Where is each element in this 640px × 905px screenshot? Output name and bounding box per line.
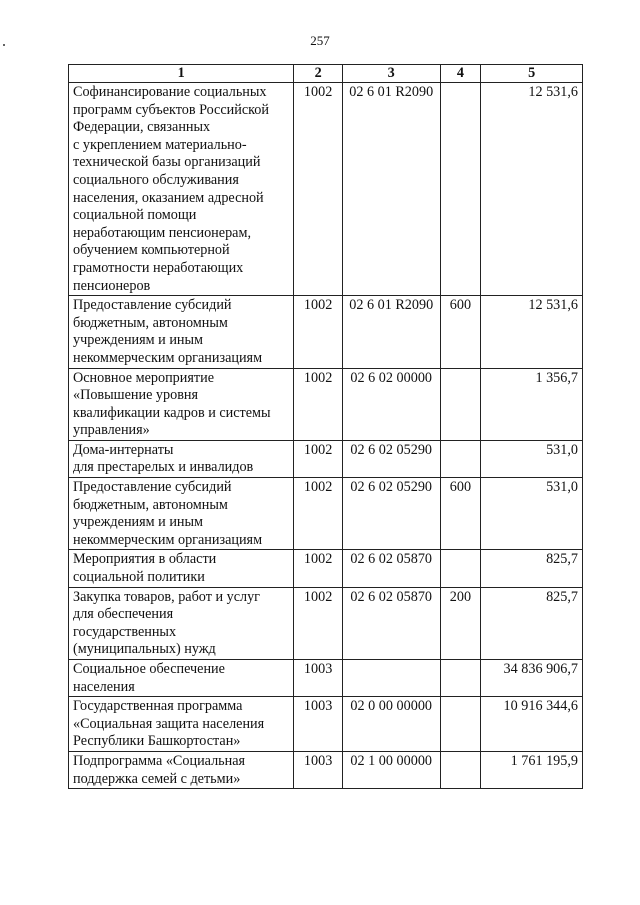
name-line: (муниципальных) нужд	[73, 641, 216, 658]
name-line: поддержка семей с детьми»	[73, 770, 241, 787]
cell-expense-type	[440, 368, 481, 440]
name-line: управления»	[73, 422, 150, 439]
table-row	[69, 296, 583, 368]
cell-name	[69, 587, 294, 659]
cell-name	[69, 296, 294, 368]
name-line: Предоставление субсидий	[73, 297, 232, 314]
name-line: грамотности неработающих	[73, 259, 244, 276]
name-line: обучением компьютерной	[73, 242, 230, 259]
cell-target: 02 6 01 R2090	[342, 296, 440, 368]
cell-name	[69, 478, 294, 550]
name-line: учреждениям и иным	[73, 332, 204, 349]
cell-expense-type	[440, 83, 481, 296]
cell-name	[69, 83, 294, 296]
cell-name	[69, 697, 294, 752]
name-line: квалификации кадров и системы	[73, 404, 271, 421]
cell-amount: 12 531,6	[481, 296, 583, 368]
name-line: для престарелых и инвалидов	[73, 459, 254, 476]
header-col-4: 4	[440, 65, 481, 83]
name-line: Мероприятия в области	[73, 551, 217, 568]
cell-expense-type	[440, 660, 481, 697]
name-line: пенсионеров	[73, 277, 151, 294]
name-line: Закупка товаров, работ и услуг	[73, 588, 260, 605]
cell-section: 1002	[294, 440, 343, 477]
name-line: программ субъектов Российской	[73, 101, 269, 118]
table-row	[69, 440, 583, 477]
name-line: бюджетным, автономным	[73, 496, 228, 513]
cell-expense-type: 600	[440, 296, 481, 368]
cell-target	[342, 660, 440, 697]
name-line: технической базы организаций	[73, 154, 261, 171]
name-line: Федерации, связанных	[73, 119, 211, 136]
page-number: 257	[310, 33, 330, 48]
name-line: социальной помощи	[73, 207, 197, 224]
name-line: некоммерческим организациям	[73, 531, 263, 548]
table-row	[69, 368, 583, 440]
name-line: некоммерческим организациям	[73, 349, 263, 366]
cell-target: 02 0 00 00000	[342, 697, 440, 752]
name-line: социальной политики	[73, 569, 205, 586]
cell-section: 1002	[294, 83, 343, 296]
cell-amount: 825,7	[481, 550, 583, 587]
cell-amount: 825,7	[481, 587, 583, 659]
cell-target: 02 6 02 05870	[342, 587, 440, 659]
budget-table	[68, 64, 583, 789]
name-line: Предоставление субсидий	[73, 479, 232, 496]
name-line: населения	[73, 678, 135, 695]
cell-name	[69, 368, 294, 440]
name-line: Основное мероприятие	[73, 369, 214, 386]
cell-target: 02 6 02 05870	[342, 550, 440, 587]
name-line: Государственная программа	[73, 698, 243, 715]
name-line: Подпрограмма «Социальная	[73, 752, 246, 769]
cell-name	[69, 751, 294, 788]
name-line: бюджетным, автономным	[73, 314, 228, 331]
cell-expense-type: 600	[440, 478, 481, 550]
cell-expense-type	[440, 751, 481, 788]
name-line: Дома-интернаты	[73, 441, 174, 458]
cell-amount: 12 531,6	[481, 83, 583, 296]
name-line: Софинансирование социальных	[73, 84, 267, 100]
cell-section: 1002	[294, 296, 343, 368]
table-row	[69, 660, 583, 697]
cell-target: 02 6 02 05290	[342, 440, 440, 477]
name-line: «Повышение уровня	[73, 387, 199, 404]
cell-target: 02 6 01 R2090	[342, 83, 440, 296]
name-line: учреждениям и иным	[73, 514, 204, 531]
cell-amount: 531,0	[481, 478, 583, 550]
name-line: Республики Башкортостан»	[73, 733, 241, 750]
cell-name	[69, 440, 294, 477]
cell-section: 1002	[294, 587, 343, 659]
cell-target: 02 6 02 00000	[342, 368, 440, 440]
header-col-5: 5	[481, 65, 583, 83]
name-line: для обеспечения	[73, 606, 174, 623]
cell-section: 1003	[294, 697, 343, 752]
cell-section: 1002	[294, 368, 343, 440]
header-col-1: 1	[69, 65, 294, 83]
name-line: неработающим пенсионерам,	[73, 224, 251, 241]
cell-name	[69, 660, 294, 697]
cell-amount: 10 916 344,6	[481, 697, 583, 752]
table-row	[69, 478, 583, 550]
cell-target: 02 6 02 05290	[342, 478, 440, 550]
cell-section: 1003	[294, 751, 343, 788]
cell-amount: 34 836 906,7	[481, 660, 583, 697]
cell-expense-type	[440, 697, 481, 752]
name-line: социального обслуживания	[73, 171, 239, 188]
cell-expense-type	[440, 550, 481, 587]
header-col-3: 3	[342, 65, 440, 83]
table-row	[69, 587, 583, 659]
name-line: Социальное обеспечение	[73, 661, 225, 677]
table-row	[69, 697, 583, 752]
cell-amount: 531,0	[481, 440, 583, 477]
table-row	[69, 751, 583, 788]
cell-expense-type: 200	[440, 587, 481, 659]
cell-section: 1002	[294, 550, 343, 587]
cell-amount: 1 356,7	[481, 368, 583, 440]
cell-amount: 1 761 195,9	[481, 751, 583, 788]
scan-speck	[3, 44, 5, 46]
name-line: населения, оказанием адресной	[73, 189, 264, 206]
cell-section: 1003	[294, 660, 343, 697]
table-body	[69, 83, 583, 789]
header-col-2: 2	[294, 65, 343, 83]
name-line: с укреплением материально-	[73, 136, 247, 153]
cell-section: 1002	[294, 478, 343, 550]
name-line: государственных	[73, 623, 177, 640]
name-line: «Социальная защита населения	[73, 715, 265, 732]
table-row	[69, 83, 583, 296]
cell-expense-type	[440, 440, 481, 477]
cell-name	[69, 550, 294, 587]
table-row	[69, 550, 583, 587]
cell-target: 02 1 00 00000	[342, 751, 440, 788]
table-header-row	[69, 65, 583, 83]
